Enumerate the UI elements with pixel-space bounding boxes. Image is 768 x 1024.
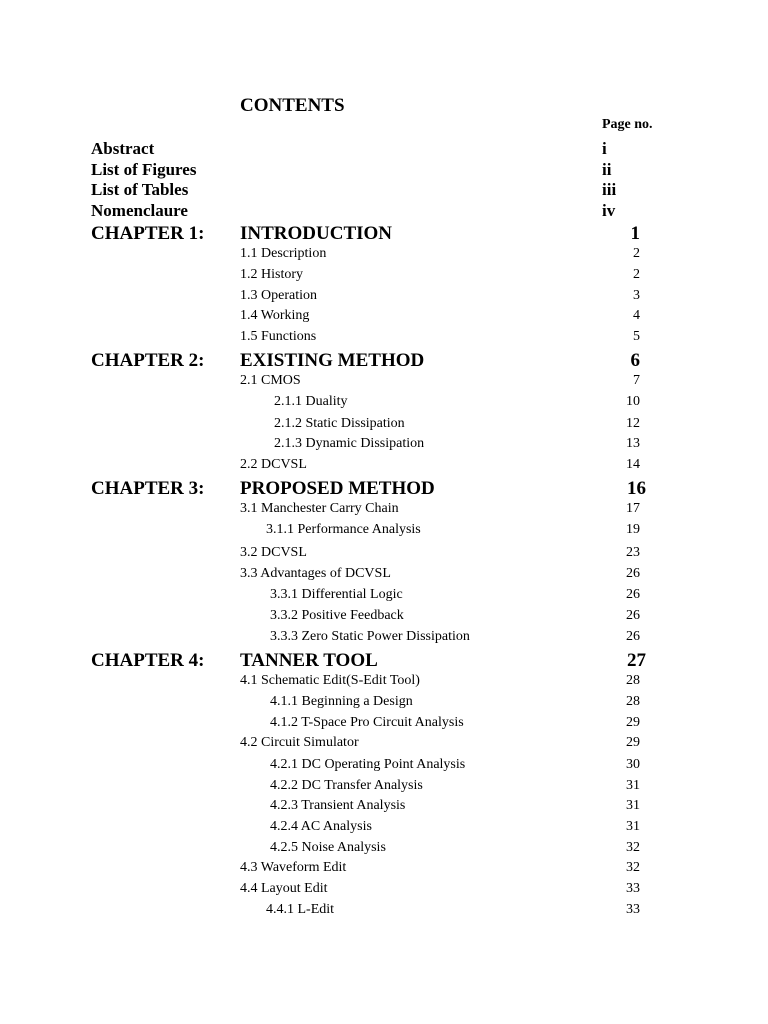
toc-entry-page: 29 (626, 735, 640, 750)
chapter-1-page: 1 (630, 223, 640, 244)
toc-entry: 4.3 Waveform Edit (240, 860, 347, 875)
chapter-3-page: 16 (627, 478, 646, 499)
front-page-list-of-figures: ii (602, 160, 612, 179)
toc-entry: 4.2.1 DC Operating Point Analysis (270, 757, 466, 772)
toc-entry: 1.1 Description (240, 246, 327, 261)
toc-entry-page: 28 (626, 673, 640, 688)
toc-entry: 4.1 Schematic Edit(S-Edit Tool) (240, 673, 420, 688)
toc-entry: 4.2.3 Transient Analysis (270, 798, 406, 813)
toc-entry-page: 28 (626, 694, 640, 709)
toc-entry: 3.3.1 Differential Logic (270, 587, 403, 602)
chapter-2-title: EXISTING METHOD (240, 350, 425, 371)
toc-entry: 3.1 Manchester Carry Chain (240, 501, 399, 516)
chapter-1-label: CHAPTER 1: (91, 223, 205, 244)
toc-entry-page: 26 (626, 587, 640, 602)
toc-entry: 4.1.1 Beginning a Design (270, 694, 413, 709)
toc-entry-page: 17 (626, 501, 640, 516)
toc-entry: 2.1.1 Duality (274, 394, 348, 409)
chapter-2-label: CHAPTER 2: (91, 350, 205, 371)
toc-entry-page: 33 (626, 902, 640, 917)
toc-entry: 2.1.2 Static Dissipation (274, 416, 405, 431)
toc-entry-page: 5 (633, 329, 640, 344)
toc-entry-page: 33 (626, 881, 640, 896)
toc-entry-page: 32 (626, 860, 640, 875)
toc-entry-page: 19 (626, 522, 640, 537)
toc-entry: 4.2 Circuit Simulator (240, 735, 359, 750)
toc-entry-page: 30 (626, 757, 640, 772)
toc-entry-page: 7 (633, 373, 640, 388)
toc-entry: 4.2.5 Noise Analysis (270, 840, 386, 855)
toc-entry: 4.2.4 AC Analysis (270, 819, 372, 834)
chapter-4-title: TANNER TOOL (240, 650, 378, 671)
toc-entry-page: 29 (626, 715, 640, 730)
toc-entry-page: 32 (626, 840, 640, 855)
front-label-abstract: Abstract (91, 139, 155, 158)
toc-entry-page: 2 (633, 267, 640, 282)
toc-entry-page: 31 (626, 778, 640, 793)
toc-entry: 1.4 Working (240, 308, 310, 323)
toc-entry: 3.2 DCVSL (240, 545, 307, 560)
toc-entry: 3.3.3 Zero Static Power Dissipation (270, 629, 470, 644)
chapter-4-label: CHAPTER 4: (91, 650, 205, 671)
toc-entry: 3.3.2 Positive Feedback (270, 608, 404, 623)
toc-entry-page: 31 (626, 798, 640, 813)
toc-entry: 4.1.2 T-Space Pro Circuit Analysis (270, 715, 464, 730)
toc-entry: 1.5 Functions (240, 329, 317, 344)
toc-entry-page: 12 (626, 416, 640, 431)
toc-entry-page: 13 (626, 436, 640, 451)
page-no-header: Page no. (602, 117, 653, 132)
toc-entry-page: 14 (626, 457, 640, 472)
toc-entry-page: 23 (626, 545, 640, 560)
toc-entry: 1.2 History (240, 267, 303, 282)
toc-entry: 4.4 Layout Edit (240, 881, 328, 896)
front-label-list-of-tables: List of Tables (91, 180, 189, 199)
toc-entry-page: 31 (626, 819, 640, 834)
contents-title: CONTENTS (240, 95, 345, 116)
toc-entry-page: 2 (633, 246, 640, 261)
toc-entry: 4.2.2 DC Transfer Analysis (270, 778, 423, 793)
chapter-2-page: 6 (630, 350, 640, 371)
toc-entry: 3.3 Advantages of DCVSL (240, 566, 391, 581)
toc-entry-page: 4 (633, 308, 640, 323)
front-label-list-of-figures: List of Figures (91, 160, 197, 179)
toc-entry: 2.2 DCVSL (240, 457, 307, 472)
chapter-3-label: CHAPTER 3: (91, 478, 205, 499)
chapter-3-title: PROPOSED METHOD (240, 478, 435, 499)
toc-entry-page: 3 (633, 288, 640, 303)
chapter-4-page: 27 (627, 650, 646, 671)
toc-entry-page: 26 (626, 566, 640, 581)
front-page-nomenclature: iv (602, 201, 616, 220)
toc-entry: 2.1.3 Dynamic Dissipation (274, 436, 425, 451)
toc-entry: 1.3 Operation (240, 288, 317, 303)
front-page-abstract: i (602, 139, 607, 158)
toc-entry-page: 26 (626, 608, 640, 623)
toc-entry: 2.1 CMOS (240, 373, 301, 388)
toc-entry-page: 26 (626, 629, 640, 644)
front-page-list-of-tables: iii (602, 180, 617, 199)
toc-entry-page: 10 (626, 394, 640, 409)
front-label-nomenclature: Nomenclaure (91, 201, 188, 220)
chapter-1-title: INTRODUCTION (240, 223, 393, 244)
toc-entry: 3.1.1 Performance Analysis (266, 522, 421, 537)
toc-entry: 4.4.1 L-Edit (266, 902, 335, 917)
